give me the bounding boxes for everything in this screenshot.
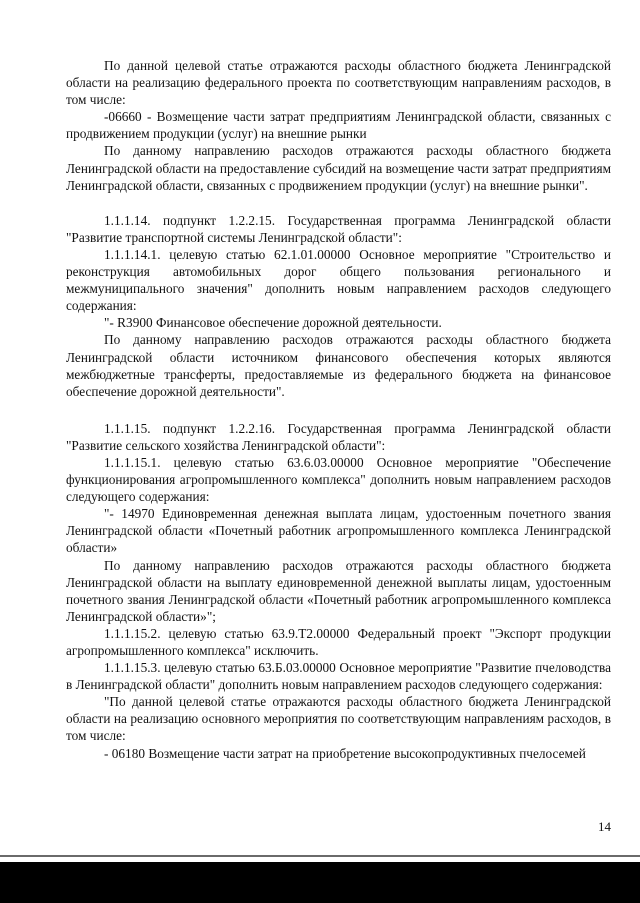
paragraph: "- 14970 Единовременная денежная выплата лицам, удостоенным почетного звания Ленинградской области «Почетный работник агропромышленного комплекса Ленинградской области» [66,506,611,556]
paragraph: "- R3900 Финансовое обеспечение дорожной деятельности. [104,315,442,331]
paragraph: 1.1.1.15.3. целевую статью 63.Б.03.00000 Основное мероприятие "Развитие пчеловодства в Ленинградской области" дополнить новым направлением расходов следующего содержания: [66,660,611,693]
paragraph: 1.1.1.15. подпункт 1.2.2.16. Государственная программа Ленинградской области "Развитие сельского хозяйства Ленинградской области": [66,420,611,453]
paragraph: По данному направлению расходов отражаются расходы областного бюджета Ленинградской области на выплату единовременной денежной выплаты лицам, удостоенным почетного звания Ленинградской области «Почетный работник агропромышленного комплекса Ленинградской области»"; [66,557,611,624]
paragraph: -06660 - Возмещение части затрат предприятиям Ленинградской области, связанных с продвижением продукции (услуг) на внешние рынки [66,109,611,142]
page-number: 14 [598,819,611,834]
paragraph: По данной целевой статье отражаются расходы областного бюджета Ленинградской области на реализацию федерального проекта по соответствующим направлениям расходов, в том числе: [66,58,611,108]
paragraph: По данному направлению расходов отражаются расходы областного бюджета Ленинградской области источником финансового обеспечения которых являются межбюджетные трансферты, предоставляемые из федерального бюджета на финансовое обеспечение дорожной деятельности". [66,332,611,399]
paragraph: 1.1.1.14.1. целевую статью 62.1.01.00000 Основное мероприятие "Строительство и реконструкция автомобильных дорог общего пользования регионального и межмуниципального значения" дополнить новым направлением расходов следующего содержания: [66,246,611,314]
paragraph: По данному направлению расходов отражаются расходы областного бюджета Ленинградской области на предоставление субсидий на возмещение части затрат предприятиям Ленинградской области, связанных с продвижением продукции (услуг) на внешние рынки". [66,143,611,193]
document-body [66,57,611,762]
paragraph: "По данной целевой статье отражаются расходы областного бюджета Ленинградской области на реализацию основного мероприятия по соответствующим направлениям расходов, в том числе: [66,694,611,744]
paragraph: 1.1.1.15.1. целевую статью 63.6.03.00000 Основное мероприятие "Обеспечение функционирования агропромышленного комплекса" дополнить новым направлением расходов следующего содержания: [66,454,611,505]
paragraph: 1.1.1.15.2. целевую статью 63.9.Т2.00000 Федеральный проект "Экспорт продукции агропромышленного комплекса" исключить. [66,625,611,658]
paragraph: - 06180 Возмещение части затрат на приобретение высокопродуктивных пчелосемей [104,745,586,761]
scan-edge-line [0,855,640,857]
scan-border [0,862,640,903]
paragraph: 1.1.1.14. подпункт 1.2.2.15. Государственная программа Ленинградской области "Развитие транспортной системы Ленинградской области": [66,212,611,245]
